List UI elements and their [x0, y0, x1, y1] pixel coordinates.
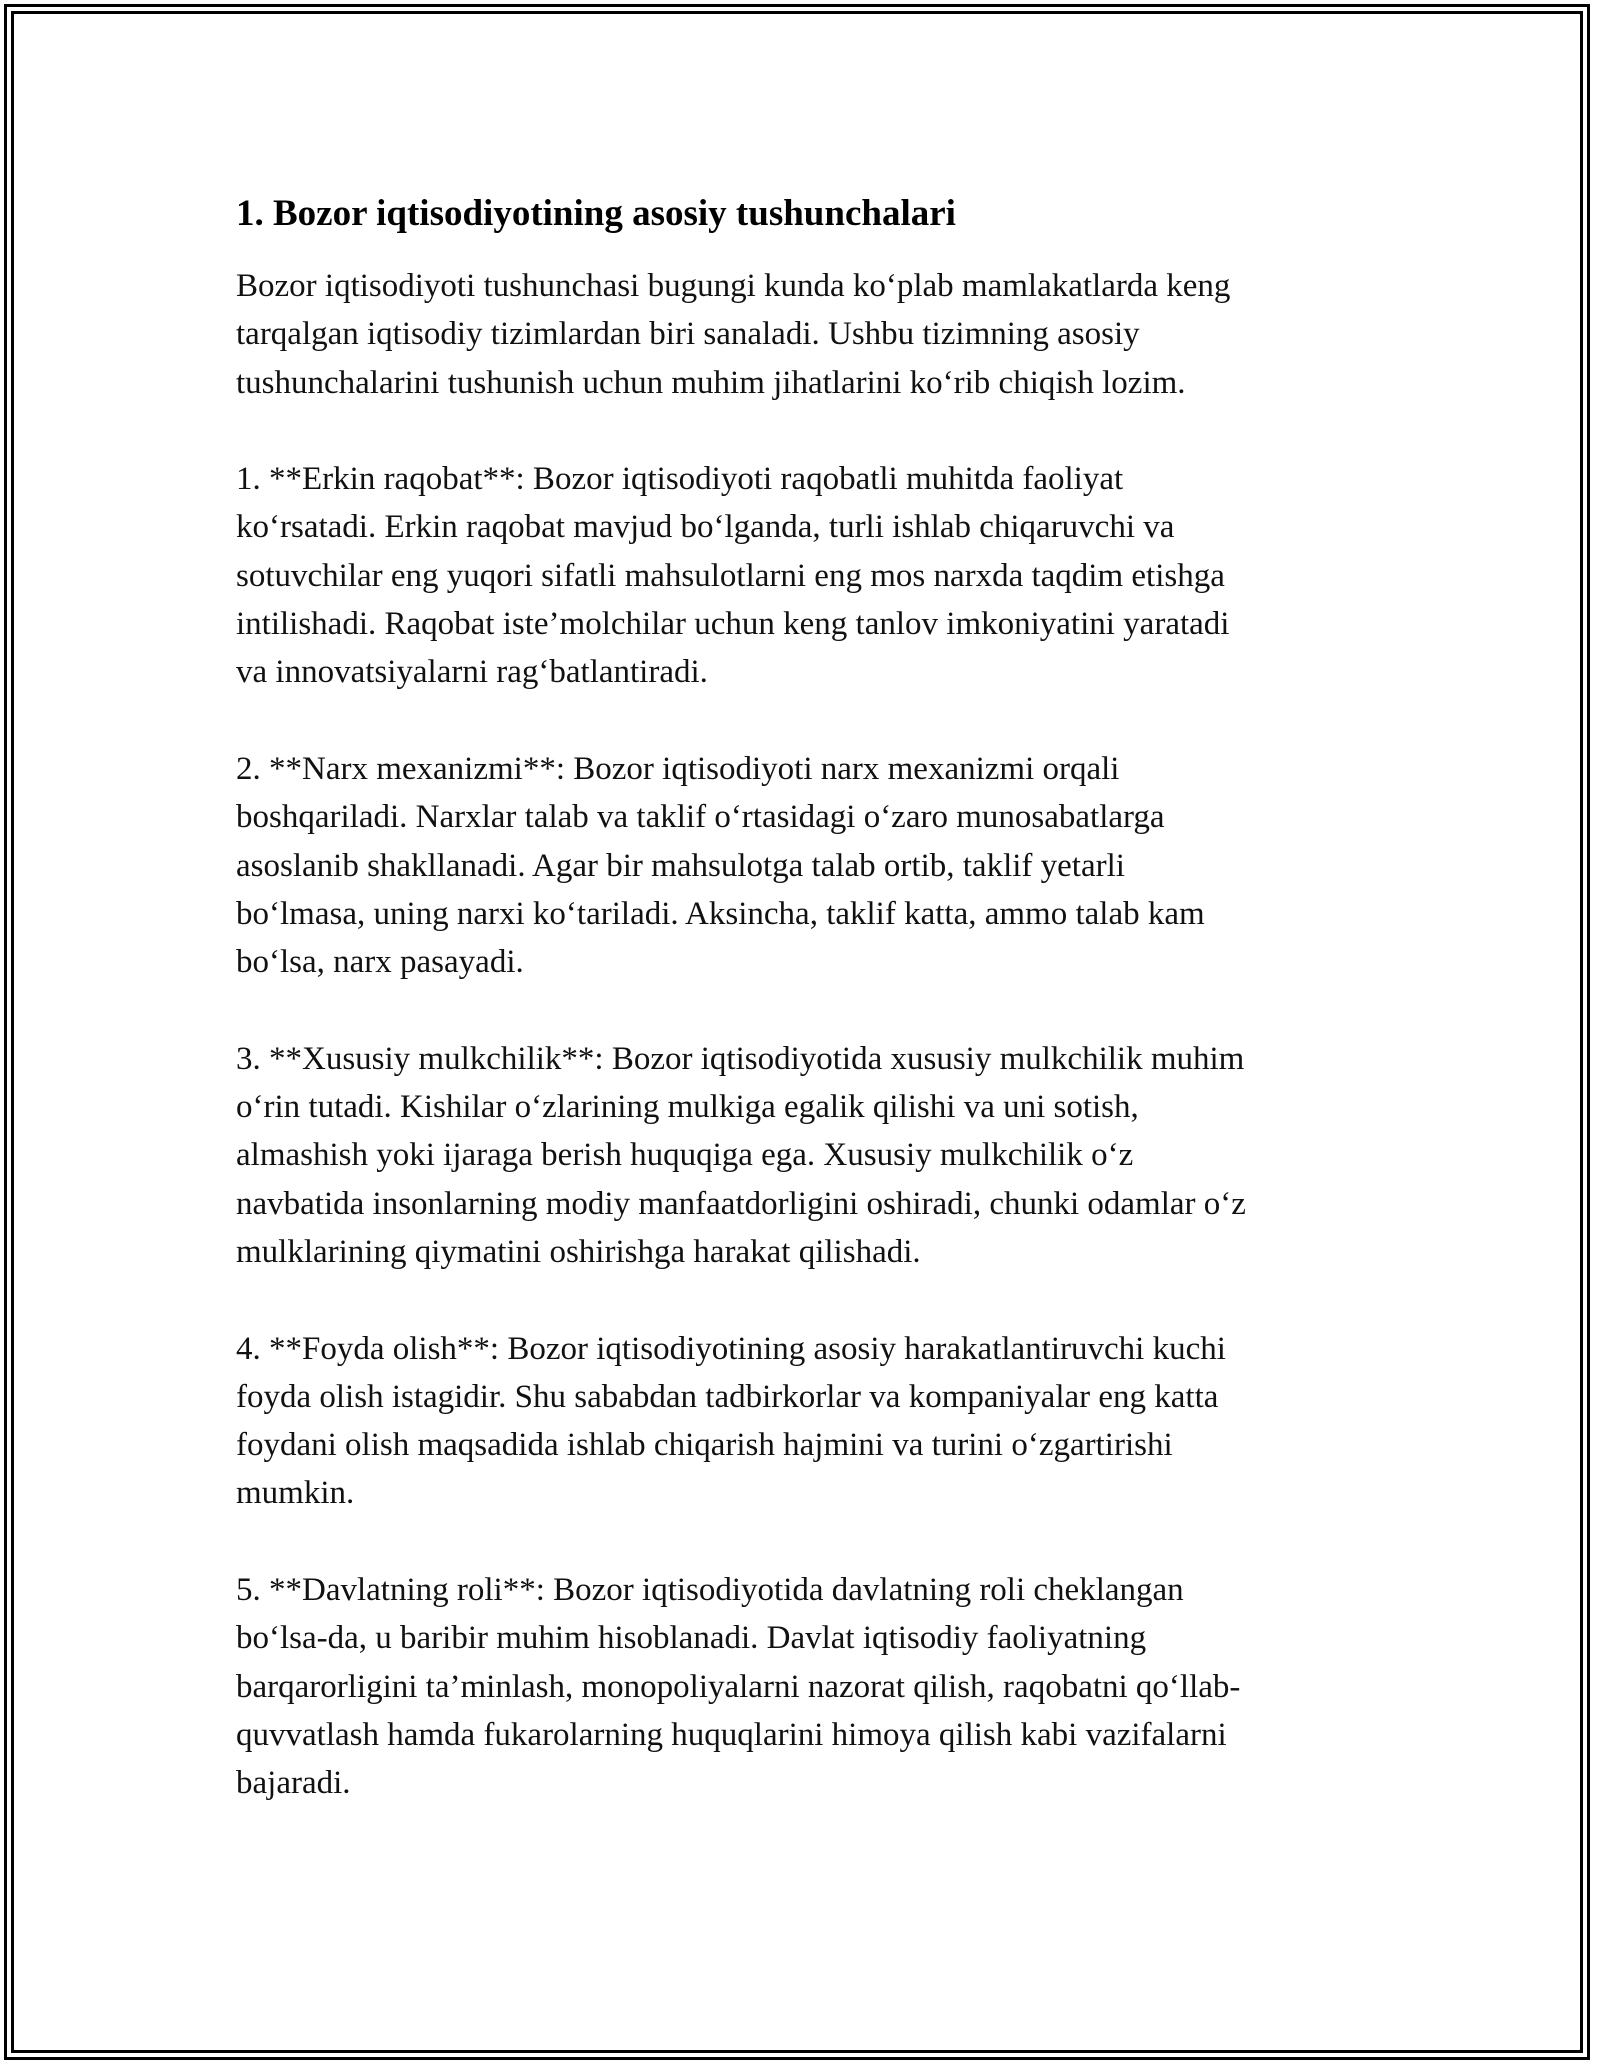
list-item-narx-mexanizmi [236, 745, 1366, 986]
list-item-foyda-olish [236, 1325, 1366, 1518]
paragraph-line: foyda olish istagidir. Shu sababdan tadbirkorlar va kompaniyalar eng katta [236, 1378, 1219, 1415]
list-item-davlatning-roli [236, 1566, 1366, 1807]
list-item-xususiy-mulkchilik [236, 1035, 1366, 1276]
paragraph-line: intilishadi. Raqobat iste’molchilar uchun keng tanlov imkoniyatini yaratadi [236, 606, 1230, 643]
paragraph-line: boshqariladi. Narxlar talab va taklif o‘rtasidagi o‘zaro munosabatlarga [236, 799, 1165, 836]
paragraph-line: mulklarining qiymatini oshirishga harakat qilishadi. [236, 1233, 921, 1270]
paragraph-line: bajaradi. [236, 1765, 351, 1802]
paragraph-line: 1. **Erkin raqobat**: Bozor iqtisodiyoti raqobatli muhitda faoliyat [236, 461, 1124, 498]
intro-paragraph [236, 262, 1366, 407]
paragraph-line: o‘rin tutadi. Kishilar o‘zlarining mulkiga egalik qilishi va uni sotish, [236, 1089, 1139, 1126]
document-body [236, 186, 1366, 1856]
list-item-erkin-raqobat [236, 455, 1366, 696]
paragraph-line: navbatida insonlarning modiy manfaatdorligini oshiradi, chunki odamlar o‘z [236, 1185, 1246, 1222]
paragraph-line: asoslanib shakllanadi. Agar bir mahsulotga talab ortib, taklif yetarli [236, 847, 1125, 884]
paragraph-line: 3. **Xususiy mulkchilik**: Bozor iqtisodiyotida xususiy mulkchilik muhim [236, 1040, 1245, 1077]
paragraph-line: ko‘rsatadi. Erkin raqobat mavjud bo‘lganda, turli ishlab chiqaruvchi va [236, 509, 1175, 546]
paragraph-line: Bozor iqtisodiyoti tushunchasi bugungi kunda ko‘plab mamlakatlarda keng [236, 268, 1231, 304]
paragraph-line: barqarorligini ta’minlash, monopoliyalarni nazorat qilish, raqobatni qo‘llab- [236, 1668, 1241, 1705]
paragraph-line: quvvatlash hamda fukarolarning huquqlarini himoya qilish kabi vazifalarni [236, 1716, 1227, 1753]
paragraph-line: va innovatsiyalarni rag‘batlantiradi. [236, 654, 708, 691]
paragraph-line: 5. **Davlatning roli**: Bozor iqtisodiyotida davlatning roli cheklangan [236, 1572, 1184, 1609]
paragraph-line: foydani olish maqsadida ishlab chiqarish hajmini va turini o‘zgartirishi [236, 1427, 1173, 1464]
paragraph-line: bo‘lmasa, uning narxi ko‘tariladi. Aksincha, taklif katta, ammo talab kam [236, 895, 1205, 932]
document-title: 1. Bozor iqtisodiyotining asosiy tushunchalari [236, 193, 956, 234]
paragraph-line: tarqalgan iqtisodiy tizimlardan biri sanaladi. Ushbu tizimning asosiy [236, 316, 1140, 353]
paragraph-line: tushunchalarini tushunish uchun muhim jihatlarini ko‘rib chiqish lozim. [236, 364, 1186, 401]
paragraph-line: almashish yoki ijaraga berish huquqiga ega. Xususiy mulkchilik o‘z [236, 1137, 1134, 1174]
paragraph-line: 4. **Foyda olish**: Bozor iqtisodiyotining asosiy harakatlantiruvchi kuchi [236, 1330, 1226, 1367]
paragraph-line: sotuvchilar eng yuqori sifatli mahsulotlarni eng mos narxda taqdim etishga [236, 557, 1225, 594]
paragraph-line: bo‘lsa-da, u baribir muhim hisoblanadi. Davlat iqtisodiy faoliyatning [236, 1620, 1147, 1657]
paragraph-line: bo‘lsa, narx pasayadi. [236, 944, 524, 981]
paragraph-line: mumkin. [236, 1475, 355, 1512]
paragraph-line: 2. **Narx mexanizmi**: Bozor iqtisodiyoti narx mexanizmi orqali [236, 750, 1120, 787]
